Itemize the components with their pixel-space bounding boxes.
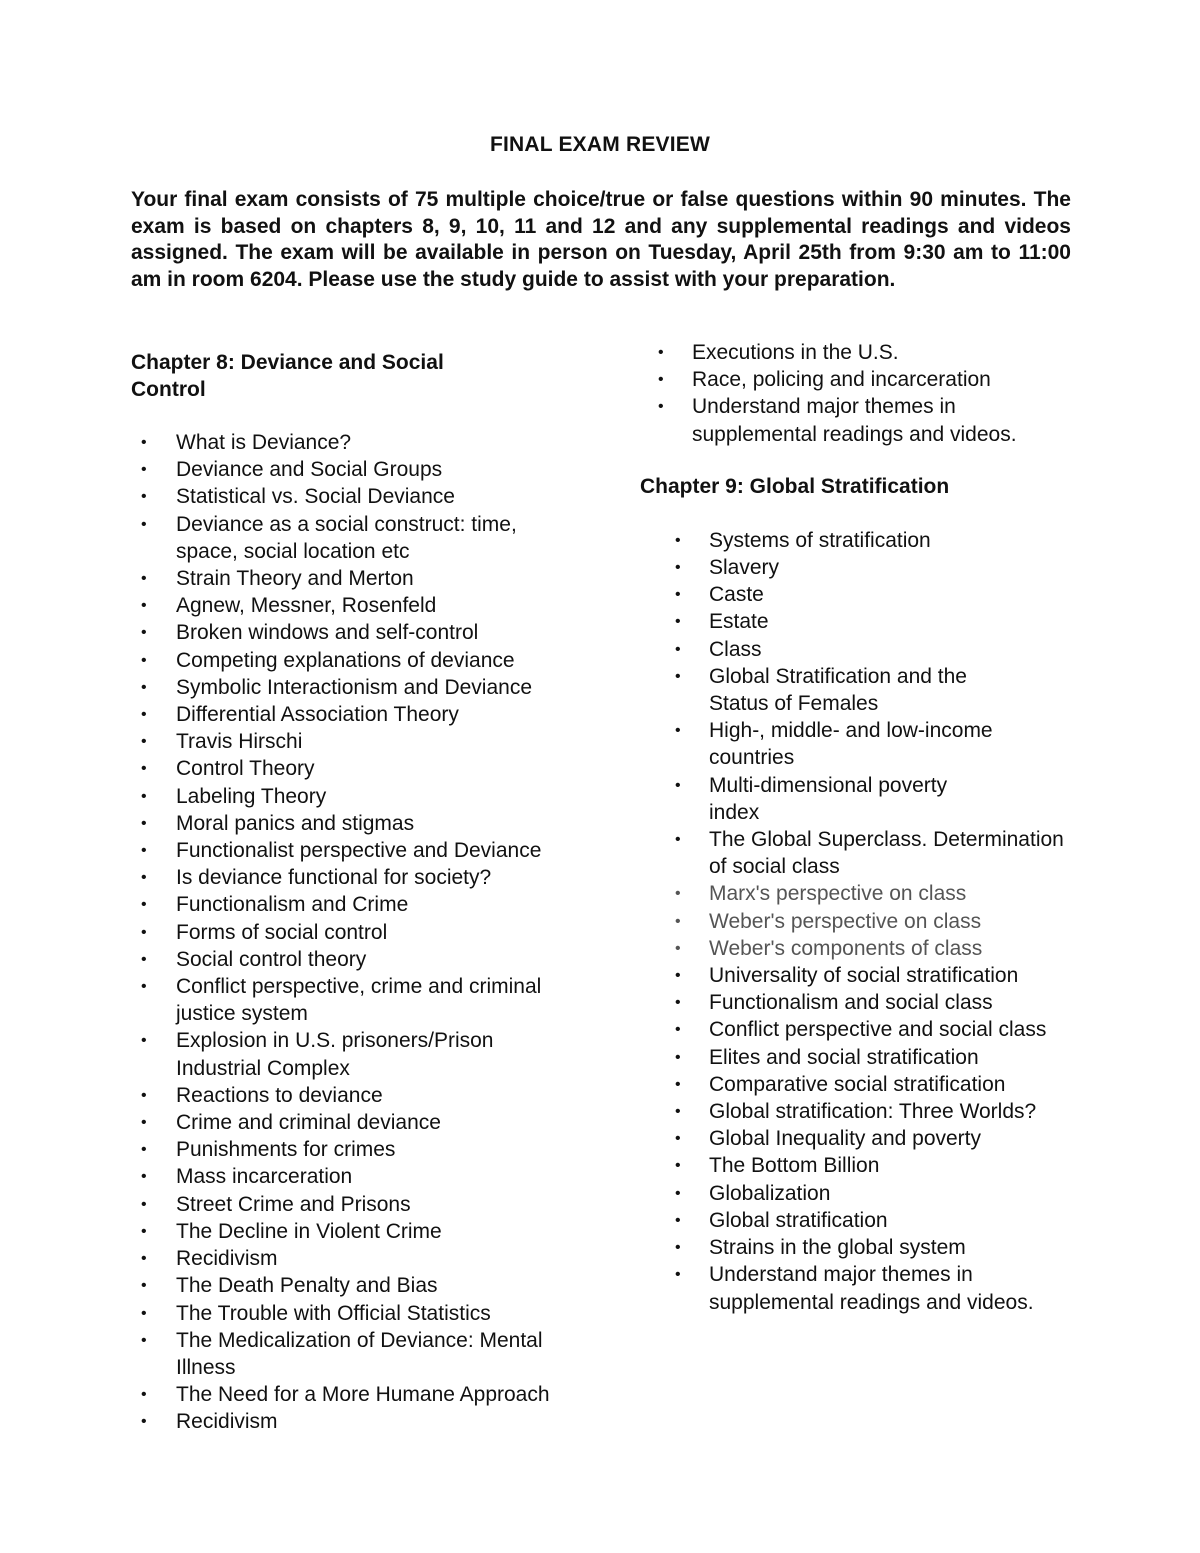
chapter-8-heading: Chapter 8: Deviance and Social Control <box>131 351 444 401</box>
list-item: • Agnew, Messner, Rosenfeld <box>131 592 576 619</box>
list-item: • Moral panics and stigmas <box>131 810 576 837</box>
list-item: • Universality of social stratification <box>640 962 1079 989</box>
list-item: • Weber's components of class <box>640 935 1079 962</box>
list-item: • Caste <box>640 581 999 608</box>
list-item: • The Decline in Violent Crime <box>131 1218 576 1245</box>
list-item: • Travis Hirschi <box>131 728 576 755</box>
list-item: • Control Theory <box>131 755 576 782</box>
bullet-icon: • <box>675 1048 681 1066</box>
list-item: • The Global Superclass. Determination of social class <box>675 828 1064 879</box>
list-item: • Strain Theory and Merton <box>131 565 576 592</box>
list-item: • Weber's perspective on class <box>640 908 1079 935</box>
list-item: • Reactions to deviance <box>131 1082 576 1109</box>
page-title: FINAL EXAM REVIEW <box>489 133 711 156</box>
list-item: • Conflict perspective and social class <box>640 1016 1079 1043</box>
list-item: • Global Stratification and the Status of Females <box>675 664 967 716</box>
bullet-icon: • <box>658 344 664 361</box>
list-item: • Explosion in U.S. prisoners/Prison Industrial Complex <box>141 1029 494 1080</box>
list-item: • What is Deviance? <box>131 429 576 456</box>
bullet-icon: • <box>675 559 681 577</box>
list-item: • Broken windows and self-control <box>131 619 576 646</box>
bullet-icon: • <box>658 371 664 389</box>
list-item: • Functionalism and Crime <box>131 891 576 918</box>
bullet-icon: • <box>141 950 147 968</box>
list-item: • Mass incarceration <box>131 1163 576 1190</box>
bullet-icon: • <box>675 1239 681 1257</box>
list-item: • High-, middle- and low-income countries <box>675 719 993 770</box>
bullet-icon: • <box>141 1413 147 1431</box>
bullet-icon: • <box>141 1331 147 1349</box>
list-item: • Multi-dimensional poverty index <box>675 773 948 824</box>
list-item: • Forms of social control <box>131 919 576 946</box>
bullet-icon: • <box>141 760 147 778</box>
chapter-8-continued-list <box>640 339 1100 448</box>
list-item: • Executions in the U.S. <box>640 339 1062 366</box>
bullet-icon: • <box>141 1222 147 1240</box>
bullet-icon: • <box>675 885 681 903</box>
bullet-icon: • <box>141 814 147 832</box>
bullet-icon: • <box>141 1141 147 1159</box>
bullet-icon: • <box>141 1114 147 1132</box>
intro-paragraph: Your final exam consists of 75 multiple choice/true or false questions within 90 minutes. The exam is based on chapters 8, 9, 10, 11 and 12 and any supplemental readings and videos assigned. The exam will be available in person on Tuesday, April 25th from 9:30 am to 11:00 am in room 6204. Please use the study guide to assist with your preparation. <box>131 188 1071 291</box>
bullet-icon: • <box>675 640 681 658</box>
bullet-icon: • <box>141 869 147 887</box>
bullet-icon: • <box>675 667 681 685</box>
list-item: • Statistical vs. Social Deviance <box>131 483 576 510</box>
bullet-icon: • <box>141 597 147 615</box>
bullet-icon: • <box>675 1075 681 1093</box>
bullet-icon: • <box>141 1277 147 1295</box>
bullet-icon: • <box>675 531 681 549</box>
bullet-icon: • <box>675 939 681 957</box>
bullet-icon: • <box>141 624 147 642</box>
bullet-icon: • <box>141 978 147 996</box>
list-item: • Globalization <box>640 1180 999 1207</box>
list-item: • The Bottom Billion <box>640 1152 999 1179</box>
bullet-icon: • <box>141 461 147 479</box>
list-item: • Recidivism <box>131 1408 576 1435</box>
bullet-icon: • <box>141 842 147 860</box>
list-item: • Deviance and Social Groups <box>131 456 576 483</box>
list-item: • Strains in the global system <box>640 1234 1079 1261</box>
bullet-icon: • <box>141 570 147 588</box>
bullet-icon: • <box>141 787 147 805</box>
list-item: • Elites and social stratification <box>640 1044 1079 1071</box>
list-item: • Labeling Theory <box>131 783 576 810</box>
list-item: • The Trouble with Official Statistics <box>131 1300 576 1327</box>
bullet-icon: • <box>675 613 681 631</box>
list-item: • Global stratification: Three Worlds? <box>640 1098 1079 1125</box>
bullet-icon: • <box>141 678 147 696</box>
bullet-icon: • <box>675 1184 681 1202</box>
bullet-icon: • <box>675 722 681 740</box>
bullet-icon: • <box>141 1386 147 1404</box>
list-item: • Conflict perspective, crime and criminal justice system <box>141 975 542 1026</box>
bullet-icon: • <box>675 776 681 794</box>
list-item: • Is deviance functional for society? <box>131 864 576 891</box>
left-column <box>131 349 601 1436</box>
list-item: • The Need for a More Humane Approach <box>131 1381 576 1408</box>
bullet-icon: • <box>141 434 147 451</box>
bullet-icon: • <box>141 1250 147 1268</box>
bullet-icon: • <box>658 398 664 416</box>
bullet-icon: • <box>141 923 147 941</box>
bullet-icon: • <box>141 488 147 506</box>
list-item: • Recidivism <box>131 1245 576 1272</box>
list-item: • The Medicalization of Deviance: Mental Illness <box>141 1328 543 1379</box>
list-item: • The Death Penalty and Bias <box>131 1272 576 1299</box>
list-item: • Competing explanations of deviance <box>131 647 576 674</box>
bullet-icon: • <box>675 994 681 1012</box>
list-item: • Global stratification <box>640 1207 999 1234</box>
bullet-icon: • <box>675 1157 681 1175</box>
bullet-icon: • <box>141 651 147 669</box>
bullet-icon: • <box>675 1130 681 1148</box>
bullet-icon: • <box>675 1266 681 1284</box>
list-item: • Functionalist perspective and Deviance <box>131 837 576 864</box>
list-item: • Punishments for crimes <box>131 1136 576 1163</box>
list-item: • Slavery <box>640 554 999 581</box>
bullet-icon: • <box>675 1021 681 1039</box>
bullet-icon: • <box>141 706 147 724</box>
bullet-icon: • <box>675 586 681 604</box>
bullet-icon: • <box>141 733 147 751</box>
bullet-icon: • <box>141 1195 147 1213</box>
bullet-icon: • <box>675 967 681 985</box>
chapter-9-list <box>640 527 1100 1316</box>
list-item: • Class <box>640 636 999 663</box>
list-item: • Marx's perspective on class <box>640 880 1079 907</box>
bullet-icon: • <box>675 1211 681 1229</box>
bullet-icon: • <box>675 1103 681 1121</box>
list-item: • Functionalism and social class <box>640 989 1079 1016</box>
list-item: • Symbolic Interactionism and Deviance <box>131 674 576 701</box>
bullet-icon: • <box>141 1304 147 1322</box>
bullet-icon: • <box>141 1168 147 1186</box>
list-item: • Systems of stratification <box>640 527 999 554</box>
list-item: • Social control theory <box>131 946 576 973</box>
bullet-icon: • <box>141 1032 147 1050</box>
list-item: • Understand major themes in supplemental readings and videos. <box>675 1263 1034 1314</box>
list-item: • Street Crime and Prisons <box>131 1191 576 1218</box>
list-item: • Understand major themes in supplemental readings and videos. <box>658 395 1017 446</box>
list-item: • Differential Association Theory <box>131 701 576 728</box>
list-item: • Race, policing and incarceration <box>640 366 1062 393</box>
list-item: • Comparative social stratification <box>640 1071 1079 1098</box>
list-item: • Estate <box>640 608 999 635</box>
right-column <box>640 339 1100 1316</box>
list-item: • Crime and criminal deviance <box>131 1109 576 1136</box>
bullet-icon: • <box>675 831 681 849</box>
chapter-9-heading: Chapter 9: Global Stratification <box>640 474 950 498</box>
list-item: • Global Inequality and poverty <box>640 1125 999 1152</box>
list-item: • Deviance as a social construct: time, space, social location etc <box>141 512 517 563</box>
bullet-icon: • <box>141 1086 147 1104</box>
chapter-8-list <box>131 429 571 1436</box>
bullet-icon: • <box>675 912 681 930</box>
bullet-icon: • <box>141 515 147 533</box>
bullet-icon: • <box>141 896 147 914</box>
